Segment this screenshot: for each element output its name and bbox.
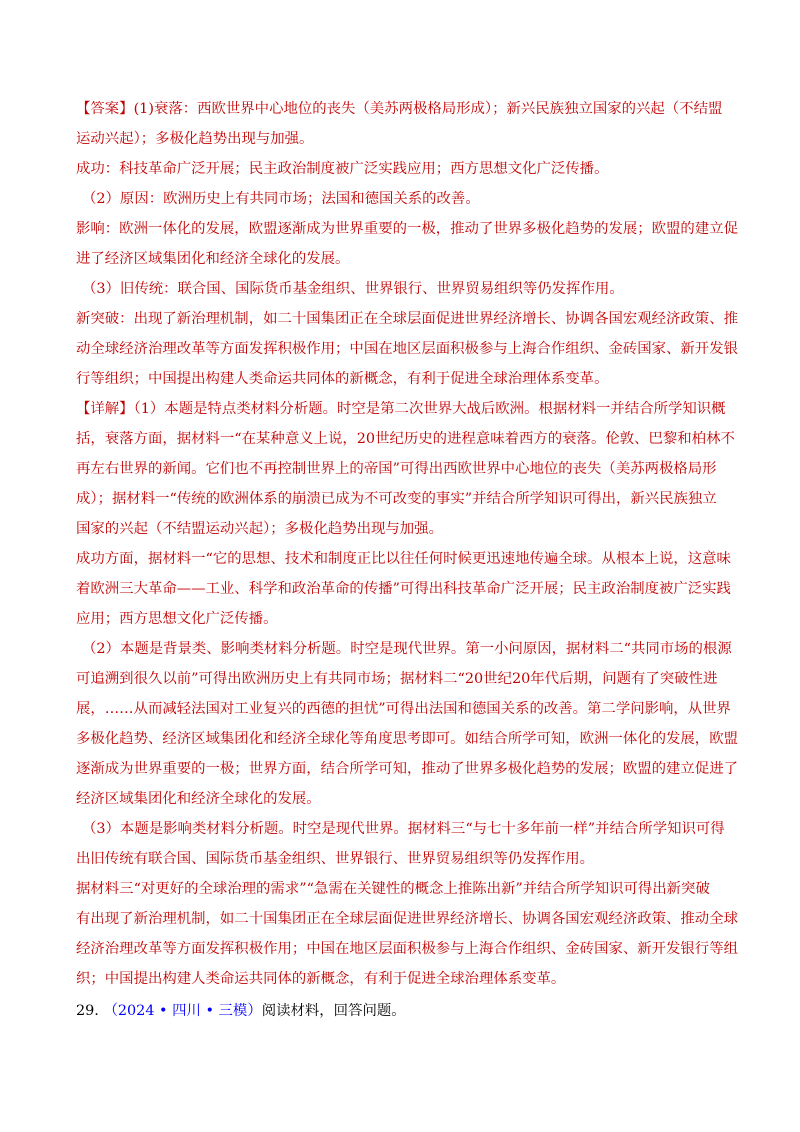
answer-line: 影响：欧洲一体化的发展，欧盟逐渐成为世界重要的一极，推动了世界多极化趋势的发展；欧盟的建立促 (76, 221, 738, 237)
explanation-line: 应用；西方思想文化广泛传播。 (76, 611, 278, 627)
explanation-line: 逐渐成为世界重要的一极；世界方面，结合所学可知，推动了世界多极化趋势的发展；欧盟的建立促进了 (76, 761, 738, 777)
explanation-line: 可追溯到很久以前”可得出欧洲历史上有共同市场；据材料二“20世纪20年代后期，问题有了突破性进 (76, 671, 718, 687)
question-text: 阅读材料，回答问题。 (261, 1003, 406, 1019)
explanation-line: 展，……从而减轻法国对工业复兴的西德的担忧”可得出法国和德国关系的改善。第二学问影响，从世界 (76, 701, 731, 717)
question-number: 29. (76, 1003, 99, 1019)
explanation-line: 据材料三“对更好的全球治理的需求”“急需在关键性的概念上推陈出新”并结合所学知识可得出新突破 (76, 881, 710, 897)
explanation-line: 着欧洲三大革命——工业、科学和政治革命的传播”可得出科技革命广泛开展；民主政治制度被广泛实践 (76, 581, 731, 597)
explanation-line: 经济治理改革等方面发挥积极作用；中国在地区层面积极参与上海合作组织、金砖国家、新开发银行等组 (76, 941, 738, 957)
explanation-line: 成）；据材料一“传统的欧洲体系的崩溃已成为不可改变的事实”并结合所学知识可得出，新兴民族独立 (76, 491, 717, 507)
answer-line: 新突破：出现了新治理机制，如二十国集团正在全球层面促进世界经济增长、协调各国宏观经济政策、推 (76, 311, 738, 327)
answer-line: 运动兴起）；多极化趋势出现与加强。 (76, 131, 314, 147)
explanation-line: 出旧传统有联合国、国际货币基金组织、世界银行、世界贸易组织等仍发挥作用。 (76, 851, 595, 867)
answer-line: 行等组织；中国提出构建人类命运共同体的新概念，有利于促进全球治理体系变革。 (76, 371, 609, 387)
question-line (76, 1001, 736, 1021)
answer-line: （2）原因：欧洲历史上有共同市场；法国和德国关系的改善。 (82, 191, 480, 207)
answer-line: 【答案】(1)衰落：西欧世界中心地位的丧失（美苏两极格局形成）；新兴民族独立国家的兴起（不结盟 (76, 101, 723, 117)
question-source: （2024 • 四川 • 三模） (103, 1003, 262, 1019)
explanation-line: 有出现了新治理机制，如二十国集团正在全球层面促进世界经济增长、协调各国宏观经济政策、推动全球 (76, 911, 738, 927)
explanation-line: （2）本题是背景类、影响类材料分析题。时空是现代世界。第一小问原因，据材料二“共同市场的根源 (82, 641, 732, 657)
explanation-line: 织；中国提出构建人类命运共同体的新概念，有利于促进全球治理体系变革。 (76, 971, 566, 987)
explanation-line: 【详解】（1）本题是特点类材料分析题。时空是第二次世界大战后欧洲。根据材料一并结合所学知识概 (76, 401, 726, 417)
answer-line: （3）旧传统：联合国、国际货币基金组织、世界银行、世界贸易组织等仍发挥作用。 (82, 281, 624, 297)
explanation-line: 经济区域集团化和经济全球化的发展。 (76, 791, 321, 807)
explanation-line: 括，衰落方面，据材料一“在某种意义上说，20世纪历史的进程意味着西方的衰落。伦敦、巴黎和柏林不 (76, 431, 735, 447)
answer-line: 成功：科技革命广泛开展；民主政治制度被广泛实践应用；西方思想文化广泛传播。 (76, 161, 609, 177)
answer-line: 进了经济区域集团化和经济全球化的发展。 (76, 251, 350, 267)
explanation-line: （3）本题是影响类材料分析题。时空是现代世界。据材料三“与七十多年前一样”并结合所学知识可得 (82, 821, 725, 837)
explanation-line: 多极化趋势、经济区域集团化和经济全球化等角度思考即可。如结合所学可知，欧洲一体化的发展，欧盟 (76, 731, 738, 747)
explanation-line: 再左右世界的新闻。它们也不再控制世界上的帝国”可得出西欧世界中心地位的丧失（美苏两极格局形 (76, 461, 717, 477)
explanation-line: 成功方面，据材料一“它的思想、技术和制度正比以往任何时候更迅速地传遍全球。从根本上说，这意味 (76, 551, 731, 567)
answer-line: 动全球经济治理改革等方面发挥积极作用；中国在地区层面积极参与上海合作组织、金砖国家、新开发银 (76, 341, 738, 357)
explanation-line: 国家的兴起（不结盟运动兴起）；多极化趋势出现与加强。 (76, 521, 443, 537)
